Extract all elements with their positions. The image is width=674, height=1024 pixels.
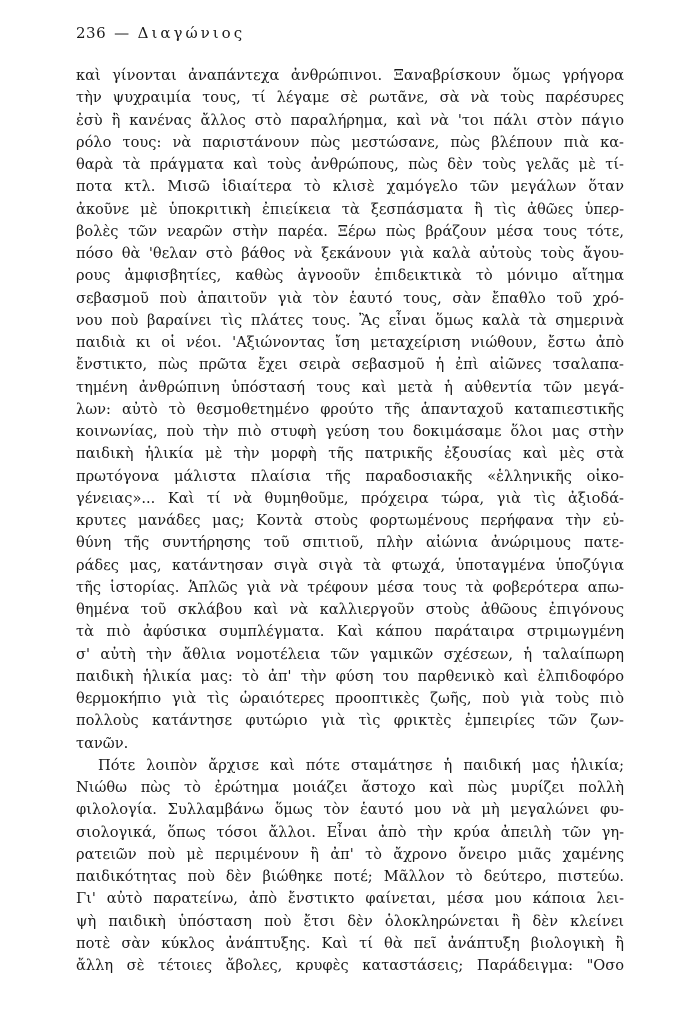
text-line: σ' αὐτὴ τὴν ἄθλια νομοτέλεια τῶν γαμικῶν σχέσεων, ἡ ταλαίπωρη (76, 645, 624, 663)
text-line: πόσο θὰ 'θελαν στὸ βάθος νὰ ξεκάνουν γιὰ καλὰ αὐτοὺς τοὺς ἄγου- (76, 245, 624, 262)
text-line: ποτὲ σὰν κύκλος ἀνάπτυξης. Καὶ τί θὰ πεῖ ἀνάπτυξη βιολογικὴ ἢ (76, 934, 624, 952)
text-line: τῆς ἱστορίας. Ἁπλῶς γιὰ νὰ τρέφουν μέσα τους τὰ φοβερότερα απω- (76, 578, 624, 596)
book-title: Διαγώνιος (137, 24, 246, 42)
text-line: παιδικὴ ἡλικία μὲ τὴν μορφὴ τῆς πατρικῆς ἐξουσίας καὶ μὲς στὰ (76, 445, 624, 463)
paragraph (76, 755, 624, 978)
text-line: Γι' αὐτὸ παρατείνω, ἀπὸ ἔνστικτο φαίνεται, μέσα μου κάποια λει- (76, 890, 624, 908)
text-line: πρωτόγονα μάλιστα πλαίσια τῆς παραδοσιακῆς «ἑλληνικῆς οἰκο- (76, 467, 624, 485)
text-line: ποτα κτλ. Μισῶ ἰδιαίτερα τὸ κλισὲ χαμόγελο τῶν μεγάλων ὅταν (76, 178, 624, 196)
text-line: φιλολογία. Συλλαμβάνω ὅμως τὸν ἑαυτό μου νὰ μὴ μεγαλώνει φυ- (76, 801, 624, 819)
text-line: Νιώθω πὼς τὸ ἐρώτημα μοιάζει ἄστοχο καὶ πὼς μυρίζει πολλὴ (76, 779, 624, 796)
text-line: θημένα τοῦ σκλάβου καὶ νὰ καλλιεργοῦν στοὺς ἀθῶους ἐπιγόνους (76, 601, 624, 618)
text-line: νου ποὺ βαραίνει τὶς πλάτες τους. Ἂς εἶναι ὅμως καλὰ τὰ σημερινὰ (76, 311, 624, 329)
text-line: ρους ἀμφισβητίες, καθὼς ἀγνοοῦν ἐπιδεικτικὰ τὸ μόνιμο αἴτημα (76, 267, 624, 285)
text-line: παιδιὰ κι οἱ νέοι. 'Αξιώνοντας ἴση μεταχείριση νιώθουν, ἔστω ἀπὸ (76, 334, 624, 351)
text-line: βολὲς τῶν νεαρῶν στὴν παρέα. Ξέρω πὼς βράζουν μέσα τους τότε, (76, 222, 624, 240)
text-line: σιολογικά, ὅπως τόσοι ἄλλοι. Εἶναι ἀπὸ τὴν κρύα ἀπειλὴ τῶν γη- (76, 823, 624, 841)
text-line: τημένη ἀνθρώπινη ὑπόστασή τους καὶ μετὰ ἡ αὐθεντία τῶν μεγά- (76, 378, 624, 396)
text-line: πολλοὺς κατάντησε φυτώριο γιὰ τὶς φρικτὲς ἐμπειρίες τῶν ζων- (76, 712, 624, 730)
body-text (76, 65, 624, 977)
text-line: καὶ γίνονται ἀναπάντεχα ἀνθρώπινοι. Ξαναβρίσκουν ὅμως γρήγορα (76, 67, 624, 84)
text-line: κοινωνίας, ποὺ τὴν πιὸ στυφὴ γεύση του δοκιμάσαμε ὅλοι μας στὴν (76, 423, 624, 440)
text-line: ράδες μας, κατάντησαν σιγὰ σιγὰ τὰ φτωχά, ὑποταγμένα ὑποζύγια (76, 556, 624, 574)
text-line: ρατειῶν ποὺ μὲ περιμένουν ἢ ἀπ' τὸ ἄχρονο ὄνειρο μιᾶς χαμένης (76, 845, 624, 863)
text-line: θερμοκήπιο γιὰ τὶς ὡραιότερες προοπτικὲς ζωῆς, ποὺ γιὰ τοὺς πιὸ (76, 690, 624, 707)
text-line: σεβασμοῦ ποὺ ἀπαιτοῦν γιὰ τὸν ἑαυτό τους, σὰν ἔπαθλο τοῦ χρό- (76, 289, 624, 307)
text-line: ρόλο τους: νὰ παριστάνουν πὼς μεστώσανε, πὼς βλέπουν πιὰ κα- (76, 133, 624, 151)
text-line: ἄλλη σὲ τέτοιες ἄβολες, κρυφὲς καταστάσεις; Παράδειγμα: "Οσο (76, 957, 624, 974)
text-line: λων: αὐτὸ τὸ θεσμοθετημένο φρούτο τῆς ἁπανταχοῦ καταπιεστικῆς (76, 400, 624, 418)
text-line: ψὴ παιδικὴ ὑπόσταση ποὺ ἔτσι δὲν ὁλοκληρώνεται ἢ δὲν κλείνει (76, 912, 624, 930)
text-line: ἔνστικτο, πὼς πρῶτα ἔχει σειρὰ σεβασμοῦ ἡ ἐπὶ αἰῶνες τσαλαπα- (76, 356, 624, 374)
text-line: παιδικότητας ποὺ δὲν βιώθηκε ποτέ; Μᾶλλον τὸ δεύτερο, πιστεύω. (76, 868, 624, 885)
text-line: τανῶν. (76, 734, 129, 752)
text-line: κρυτες μανάδες μας; Κοντὰ στοὺς φορτωμένους περήφανα τὴν εὐ- (76, 512, 624, 529)
text-line: παιδικὴ ἡλικία μας: τὸ ἀπ' τὴν φύση του παρθενικὸ καὶ ἐλπιδοφόρο (76, 667, 624, 685)
text-line: τὴν ψυχραιμία τους, τί λέγαμε σὲ ρωτᾶνε, σὰ νὰ τοὺς παρέσυρες (76, 89, 624, 107)
text-line: τὰ πιὸ ἀφύσικα συμπλέγματα. Καὶ κάπου παράταιρα στριμωγμένη (76, 623, 624, 641)
text-line: γένειας»... Καὶ τί νὰ θυμηθοῦμε, πρόχειρα τώρα, γιὰ τὶς ἀξιοδά- (76, 489, 624, 507)
running-header (76, 24, 245, 42)
text-line: ἐσὺ ἢ κανένας ἄλλος στὸ παραλήρημα, καὶ νὰ 'τοι πάλι στὸν πάγιο (76, 111, 624, 129)
text-line: θύνη τῆς συντήρησης τοῦ σπιτιοῦ, πλὴν αἰώνια ἀνώριμους πατε- (76, 534, 624, 552)
header-dash: — (114, 24, 130, 42)
text-line: Πότε λοιπὸν ἄρχισε καὶ πότε σταμάτησε ἡ παιδική μας ἡλικία; (98, 756, 624, 774)
page-number: 236 (76, 24, 107, 42)
paragraph (76, 65, 624, 755)
text-line: ἀκοῦνε μὲ ὑποκριτικὴ ἐπιείκεια τὰ ξεσπάσματα ἢ τὶς ἀθῶες ὑπερ- (76, 200, 624, 218)
text-line: θαρὰ τὰ πράγματα καὶ τοὺς ἀνθρώπους, πὼς δὲν τοὺς γελᾶς μὲ τί- (76, 156, 624, 173)
